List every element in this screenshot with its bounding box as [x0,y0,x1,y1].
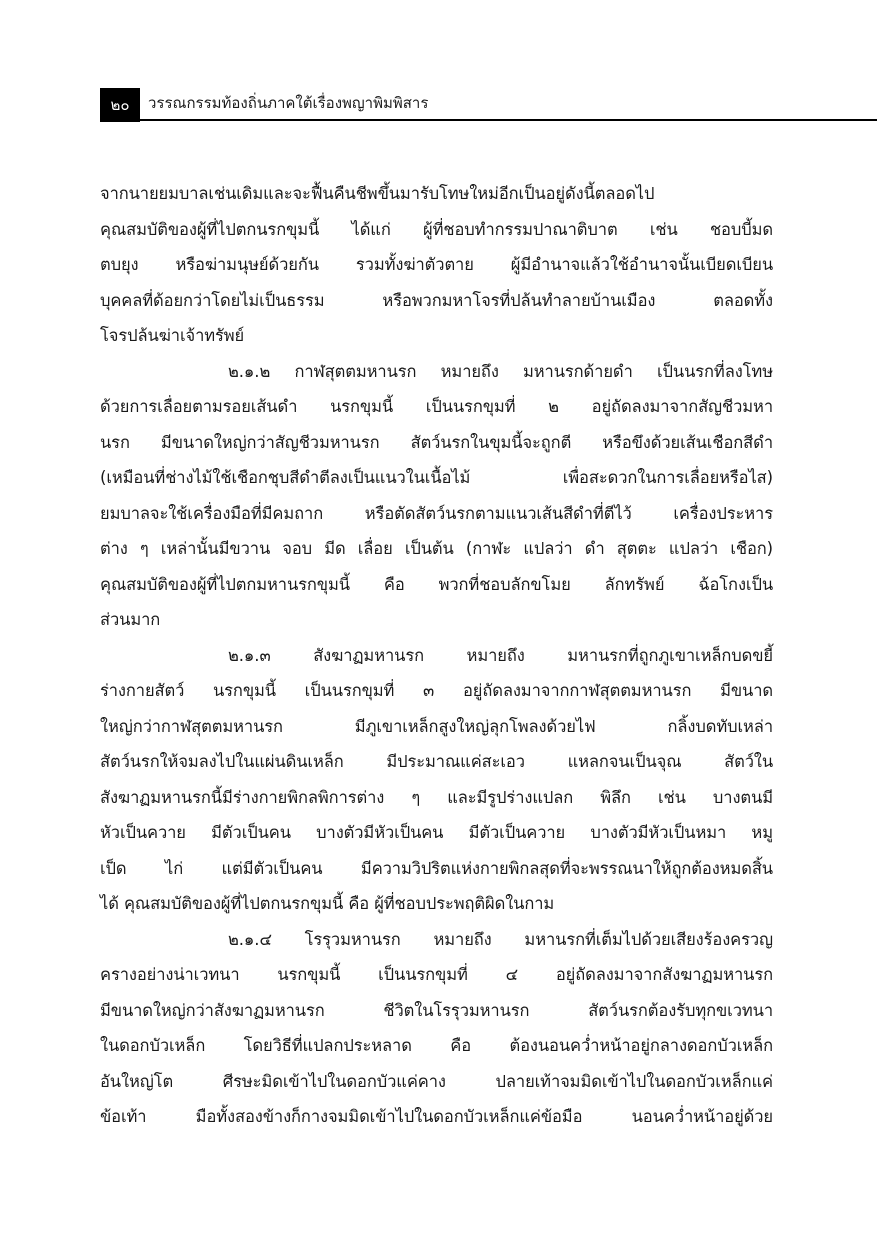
text-line: อันใหญ่โต ศีรษะมิดเข้าไปในดอกบัวแค่คาง ปลายเท้าจมมิดเข้าไปในดอกบัวเหล็กแค่ [100,1071,773,1091]
page-number: ๒๐ [100,88,140,122]
text-line: ได้ คุณสมบัติของผู้ที่ไปตกนรกขุมนี้ คือ ผู้ที่ชอบประพฤติผิดในกาม [100,894,555,913]
header-rule [140,119,877,121]
text-line: ข้อเท้า มือทั้งสองข้างก็กางจมมิดเข้าไปในดอกบัวเหล็กแค่ข้อมือ นอนคว่ำหน้าอยู่ด้วย [100,1107,773,1126]
text-line: คุณสมบัติของผู้ที่ไปตกนรกขุมนี้ ได้แก่ ผู้ที่ชอบทำกรรมปาณาติบาต เช่น ชอบบี้มด [100,219,773,239]
text-line: ยมบาลจะใช้เครื่องมือที่มีคมถาก หรือตัดสัตว์นรกตามแนวเส้นสีดำที่ตีไว้ เครื่องประหาร [100,503,773,523]
text-line: ตบยุง หรือฆ่ามนุษย์ด้วยกัน รวมทั้งฆ่าตัวตาย ผู้มีอำนาจแล้วใช้อำนาจนั้นเบียดเบียน [100,255,773,274]
text-line: มีขนาดใหญ่กว่าสังฆาฏมหานรก ชีวิตในโรรุวมหานรก สัตว์นรกต้องรับทุกขเวทนา [100,1000,773,1020]
text-line: คุณสมบัติของผู้ที่ไปตกมหานรกขุมนี้ คือ พวกที่ชอบลักขโมย ลักทรัพย์ ฉ้อโกงเป็น [100,574,773,594]
body-text [100,176,773,1135]
text-line: ครางอย่างน่าเวทนา นรกขุมนี้ เป็นนรกขุมที่ ๔ อยู่ถัดลงมาจากสังฆาฏมหานรก [100,965,773,984]
text-line: โจรปล้นฆ่าเจ้าทรัพย์ [100,326,245,345]
section-heading-line: ๒.๑.๓ สังฆาฏมหานรก หมายถึง มหานรกที่ถูกภูเขาเหล็กบดขยี้ [228,645,773,665]
text-line: (เหมือนที่ช่างไม้ใช้เชือกชุบสีดำตีลงเป็นแนวในเนื้อไม้ เพื่อสะดวกในการเลื่อยหรือไส) [100,468,773,487]
text-line: สัตว์นรกให้จมลงไปในแผ่นดินเหล็ก มีประมาณแค่สะเอว แหลกจนเป็นจุณ สัตว์ใน [100,752,773,771]
text-line: เป็ด ไก่ แต่มีตัวเป็นคน มีความวิปริตแห่งกายพิกลสุดที่จะพรรณนาให้ถูกต้องหมดสิ้น [100,858,773,878]
text-line: สังฆาฏมหานรกนี้มีร่างกายพิกลพิการต่าง ๆ และมีรูปร่างแปลก พิลึก เช่น บางตนมี [100,787,773,807]
text-line: ร่างกายสัตว์ นรกขุมนี้ เป็นนรกขุมที่ ๓ อยู่ถัดลงมาจากกาฬสุตตมหานรก มีขนาด [100,681,773,700]
text-line: บุคคลที่ด้อยกว่าโดยไม่เป็นธรรม หรือพวกมหาโจรที่ปล้นทำลายบ้านเมือง ตลอดทั้ง [100,290,773,310]
text-line: ต่าง ๆ เหล่านั้นมีขวาน จอบ มีด เลื่อย เป็นต้น (กาฬะ แปลว่า ดำ สุตตะ แปลว่า เชือก) [100,539,773,558]
running-title: วรรณกรรมท้องถิ่นภาคใต้เรื่องพญาพิมพิสาร [148,94,429,112]
text-line: ด้วยการเลื่อยตามรอยเส้นดำ นรกขุมนี้ เป็นนรกขุมที่ ๒ อยู่ถัดลงมาจากสัญชีวมหา [100,397,773,416]
text-line: ใหญ่กว่ากาฬสุตตมหานรก มีภูเขาเหล็กสูงใหญ่ลุกโพลงด้วยไฟ กลิ้งบดทับเหล่า [100,716,773,736]
text-line: ส่วนมาก [100,610,161,629]
section-heading-line: ๒.๑.๒ กาฬสุตตมหานรก หมายถึง มหานรกด้ายดำ เป็นนรกที่ลงโทษ [228,361,773,381]
text-line: จากนายยมบาลเช่นเดิมและจะฟื้นคืนชีพขึ้นมารับโทษใหม่อีกเป็นอยู่ดังนี้ตลอดไป [100,184,655,203]
text-line: นรก มีขนาดใหญ่กว่าสัญชีวมหานรก สัตว์นรกในขุมนี้จะถูกตี หรือขึงด้วยเส้นเชือกสีดำ [100,432,773,452]
section-heading-line: ๒.๑.๔ โรรุวมหานรก หมายถึง มหานรกที่เต็มไปด้วยเสียงร้องครวญ [228,929,773,949]
text-line: หัวเป็นควาย มีตัวเป็นคน บางตัวมีหัวเป็นคน มีตัวเป็นควาย บางตัวมีหัวเป็นหมา หมู [100,823,773,842]
text-line: ในดอกบัวเหล็ก โดยวิธีที่แปลกประหลาด คือ ต้องนอนคว่ำหน้าอยู่กลางดอกบัวเหล็ก [100,1036,773,1055]
running-header [100,88,877,122]
